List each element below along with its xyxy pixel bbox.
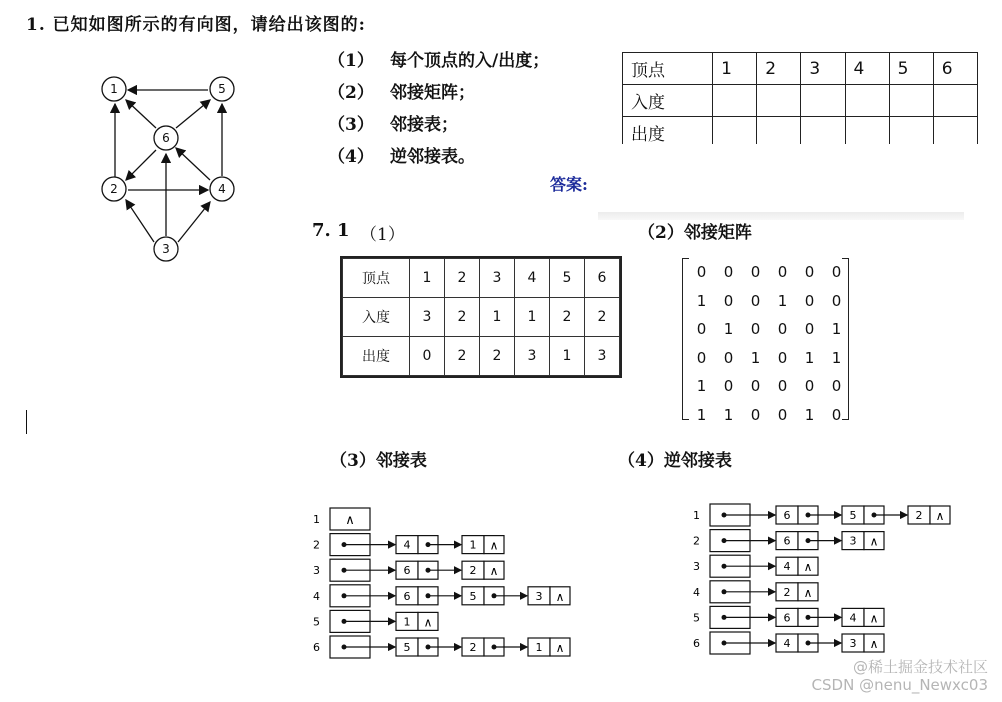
table-cell: 3 <box>410 298 445 337</box>
table-row <box>623 117 978 145</box>
matrix-cell: 1 <box>804 405 815 424</box>
table-cell <box>757 117 801 145</box>
list-row-label: 3 <box>693 560 700 574</box>
matrix-cell: 0 <box>696 320 707 339</box>
list-node-value: 4 <box>849 611 857 625</box>
matrix-cell: 1 <box>723 405 734 424</box>
table-cell: 0 <box>410 337 445 376</box>
list-node-value: 6 <box>403 589 411 603</box>
edge-3-2 <box>126 200 154 242</box>
matrix-cell: 0 <box>831 291 842 310</box>
table-cell: 6 <box>585 259 620 298</box>
table-cell: 3 <box>585 337 620 376</box>
list-node-value: 4 <box>783 560 791 574</box>
table-cell: 顶点 <box>343 259 410 298</box>
table-cell: 1 <box>515 298 550 337</box>
list-row-label: 5 <box>693 611 700 625</box>
table-cell: 1 <box>480 298 515 337</box>
matrix-cell: 0 <box>723 348 734 367</box>
list-node-value: 5 <box>403 641 411 654</box>
list-row-label: 4 <box>313 589 320 603</box>
list-node-value: 3 <box>535 589 543 603</box>
adjacency-list-diagram <box>300 500 600 662</box>
matrix-cell: 0 <box>750 405 761 424</box>
table-cell: 1 <box>410 259 445 298</box>
table-cell: 入度 <box>623 85 713 117</box>
null-symbol: ∧ <box>489 538 499 553</box>
matrix-cell: 0 <box>750 263 761 281</box>
matrix-cell: 1 <box>831 320 842 339</box>
matrix-cell: 0 <box>804 263 815 281</box>
matrix-row <box>688 344 850 373</box>
table-cell <box>801 85 845 117</box>
list-node-value: 2 <box>915 509 923 522</box>
matrix-cell: 0 <box>804 377 815 396</box>
table-cell: 5 <box>889 53 933 85</box>
table-cell: 出度 <box>623 117 713 145</box>
part3-label: （3）邻接表 <box>330 451 427 471</box>
list-node-value: 1 <box>469 538 477 552</box>
degree-table <box>340 256 622 378</box>
matrix-cell: 0 <box>750 320 761 339</box>
list-node-value: 6 <box>783 509 791 522</box>
matrix-cell: 0 <box>750 377 761 396</box>
matrix-cell: 0 <box>831 377 842 396</box>
null-symbol: ∧ <box>489 564 499 579</box>
table-cell: 4 <box>845 53 889 85</box>
matrix-cell: 1 <box>723 320 734 339</box>
null-symbol: ∧ <box>935 509 945 523</box>
matrix-row <box>688 315 850 344</box>
watermark-line-1: @稀土掘金技术社区 <box>852 658 988 676</box>
list-node-value: 5 <box>849 509 857 522</box>
list-row-label: 1 <box>313 513 320 526</box>
matrix-row <box>688 287 850 316</box>
matrix-cell: 0 <box>831 405 842 424</box>
edge-6-1 <box>126 100 156 128</box>
list-row-label: 2 <box>693 534 700 548</box>
null-symbol: ∧ <box>555 589 565 604</box>
list-node-value: 3 <box>849 534 857 548</box>
list-node-value: 1 <box>535 641 543 654</box>
table-cell: 1 <box>713 53 757 85</box>
table-cell: 1 <box>550 337 585 376</box>
matrix-cell: 1 <box>696 405 707 424</box>
edge-4-6 <box>176 148 210 180</box>
vertex-label-2: 2 <box>110 182 118 196</box>
list-node-value: 3 <box>849 637 857 650</box>
table-row <box>343 337 620 376</box>
vertex-label-1: 1 <box>110 82 118 96</box>
null-symbol: ∧ <box>423 615 433 630</box>
null-symbol: ∧ <box>555 641 565 655</box>
matrix-cell: 1 <box>831 348 842 367</box>
vertex-label-6: 6 <box>162 131 170 145</box>
list-node-value: 5 <box>469 589 477 603</box>
table-cell <box>889 85 933 117</box>
matrix-row <box>688 258 850 287</box>
table-cell: 3 <box>801 53 845 85</box>
matrix-cell: 0 <box>804 291 815 310</box>
matrix-cell: 0 <box>696 263 707 281</box>
table-cell: 入度 <box>343 298 410 337</box>
table-cell <box>713 117 757 145</box>
matrix-cell: 0 <box>777 377 788 396</box>
matrix-cell: 0 <box>831 263 842 281</box>
list-row-label: 3 <box>313 564 320 578</box>
inverse-adjacency-list-diagram <box>680 496 980 658</box>
matrix-cell: 0 <box>723 377 734 396</box>
matrix-cell: 0 <box>723 263 734 281</box>
list-node-value: 2 <box>469 564 477 578</box>
item-text: 邻接矩阵； <box>390 83 475 103</box>
matrix-cell: 1 <box>750 348 761 367</box>
table-cell <box>889 117 933 145</box>
edge-3-4 <box>178 202 210 242</box>
table-cell: 2 <box>445 259 480 298</box>
item-number: （2） <box>328 83 374 103</box>
part1-label: （1） <box>360 225 405 245</box>
list-node-value: 6 <box>403 564 411 578</box>
matrix-row <box>688 401 850 430</box>
table-cell: 出度 <box>343 337 410 376</box>
vertex-label-3: 3 <box>162 242 170 256</box>
list-node-value: 4 <box>403 538 411 552</box>
question-title: 1. 已知如图所示的有向图，请给出该图的: <box>26 15 366 35</box>
list-node-value: 6 <box>783 611 791 625</box>
table-row <box>343 298 620 337</box>
table-cell <box>713 85 757 117</box>
list-node-value: 4 <box>783 637 791 650</box>
table-cell: 2 <box>445 298 480 337</box>
list-node-value: 1 <box>403 615 411 629</box>
watermark-line-2: CSDN @nenu_Newxc03 <box>811 676 988 694</box>
list-node-value: 2 <box>783 585 791 599</box>
null-symbol: ∧ <box>803 560 813 575</box>
matrix-cell: 0 <box>696 348 707 367</box>
table-cell: 顶点 <box>623 53 713 85</box>
edge-6-5 <box>176 100 210 128</box>
list-row-label: 6 <box>693 637 700 650</box>
matrix-cell: 0 <box>777 348 788 367</box>
table-cell <box>933 117 977 145</box>
item-text: 邻接表； <box>390 115 458 135</box>
table-cell <box>757 85 801 117</box>
matrix-cell: 1 <box>696 291 707 310</box>
table-cell <box>933 85 977 117</box>
vertex-label-5: 5 <box>218 82 226 96</box>
answer-label: 答案: <box>550 175 588 194</box>
list-node-value: 2 <box>469 641 477 654</box>
table-cell <box>845 85 889 117</box>
table-row <box>343 259 620 298</box>
table-cell: 6 <box>933 53 977 85</box>
table-cell: 5 <box>550 259 585 298</box>
null-symbol: ∧ <box>869 534 879 549</box>
table-cell: 2 <box>480 337 515 376</box>
matrix-cell: 0 <box>750 291 761 310</box>
matrix-cell: 0 <box>777 263 788 281</box>
item-number: （4） <box>328 147 374 167</box>
text-cursor <box>26 410 27 434</box>
null-symbol: ∧ <box>869 637 879 651</box>
null-symbol: ∧ <box>345 513 355 528</box>
table-cell: 3 <box>515 337 550 376</box>
null-symbol: ∧ <box>803 585 813 600</box>
table-cell: 2 <box>585 298 620 337</box>
null-symbol: ∧ <box>869 611 879 626</box>
table-cell: 4 <box>515 259 550 298</box>
edge-6-2 <box>126 150 156 180</box>
list-node-value: 6 <box>783 534 791 548</box>
list-row-label: 4 <box>693 585 700 599</box>
directed-graph <box>90 68 250 268</box>
matrix-cell: 1 <box>804 348 815 367</box>
table-cell: 2 <box>550 298 585 337</box>
part4-label: （4）逆邻接表 <box>618 451 732 471</box>
item-text: 每个顶点的入/出度； <box>390 51 550 71</box>
matrix-cell: 0 <box>804 320 815 339</box>
part2-label: （2）邻接矩阵 <box>638 223 752 243</box>
blank-degree-table <box>622 52 978 144</box>
item-number: （1） <box>328 51 374 71</box>
vertex-label-4: 4 <box>218 182 226 196</box>
watermark <box>812 658 988 694</box>
table-cell <box>801 117 845 145</box>
list-row-label: 1 <box>693 509 700 522</box>
matrix-row <box>688 372 850 401</box>
item-number: （3） <box>328 115 374 135</box>
table-cell: 2 <box>445 337 480 376</box>
matrix-cell: 1 <box>777 291 788 310</box>
table-row <box>623 85 978 117</box>
solution-section-label: 7. 1 <box>312 220 350 241</box>
adjacency-matrix <box>688 258 850 430</box>
table-cell <box>845 117 889 145</box>
item-text: 逆邻接表。 <box>390 147 475 167</box>
table-cell: 3 <box>480 259 515 298</box>
table-row <box>623 53 978 85</box>
table-cell: 2 <box>757 53 801 85</box>
matrix-cell: 0 <box>723 291 734 310</box>
matrix-cell: 0 <box>777 405 788 424</box>
matrix-cell: 1 <box>696 377 707 396</box>
matrix-cell: 0 <box>777 320 788 339</box>
list-row-label: 5 <box>313 615 320 629</box>
list-row-label: 6 <box>313 641 320 654</box>
list-row-label: 2 <box>313 538 320 552</box>
